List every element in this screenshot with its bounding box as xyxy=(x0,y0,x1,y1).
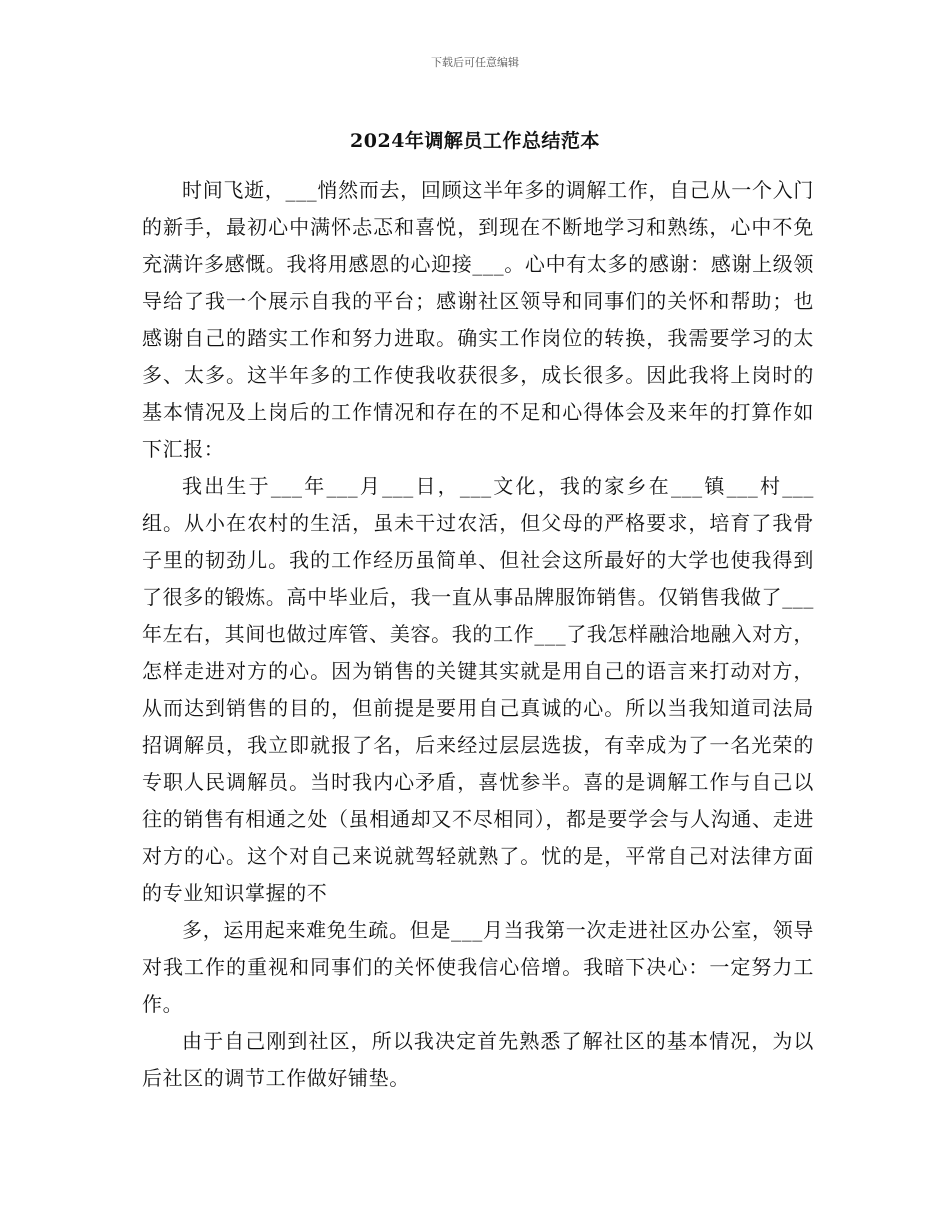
document-body xyxy=(142,172,814,1097)
paragraph-intro: 时间飞逝，___悄然而去，回顾这半年多的调解工作，自己从一个入门的新手，最初心中满怀忐忑和喜悦，到现在不断地学习和熟练，心中不免充满许多感慨。我将用感恩的心迎接___。心中有太多的感谢：感谢上级领导给了我一个展示自我的平台；感谢社区领导和同事们的关怀和帮助；也感谢自己的踏实工作和努力进取。确实工作岗位的转换，我需要学习的太多、太多。这半年多的工作使我收获很多，成长很多。因此我将上岗时的基本情况及上岗后的工作情况和存在的不足和心得体会及来年的打算作如下汇报： xyxy=(142,178,814,461)
paragraph-continued: 多，运用起来难免生疏。但是___月当我第一次走进社区办公室，领导对我工作的重视和同事们的关怀使我信心倍增。我暗下决心：一定努力工作。 xyxy=(142,918,814,1016)
document-title: 2024年调解员工作总结范本 xyxy=(350,130,600,152)
paragraph-community: 由于自己刚到社区，所以我决定首先熟悉了解社区的基本情况，为以后社区的调节工作做好铺垫。 xyxy=(142,1029,814,1090)
page-header-note: 下载后可任意编辑 xyxy=(431,56,519,69)
paragraph-background: 我出生于___年___月___日，___文化，我的家乡在___镇___村___组。从小在农村的生活，虽未干过农活，但父母的严格要求，培育了我骨子里的韧劲儿。我的工作经历虽简单、但社会这所最好的大学也使我得到了很多的锻炼。高中毕业后，我一直从事品牌服饰销售。仅销售我做了___年左右，其间也做过库管、美容。我的工作___了我怎样融洽地融入对方，怎样走进对方的心。因为销售的关键其实就是用自己的语言来打动对方，从而达到销售的目的，但前提是要用自己真诚的心。所以当我知道司法局招调解员，我立即就报了名，后来经过层层选拔，有幸成为了一名光荣的专职人民调解员。当时我内心矛盾，喜忧参半。喜的是调解工作与自己以往的销售有相通之处（虽相通却又不尽相同），都是要学会与人沟通、走进对方的心。这个对自己来说就驾轻就熟了。忧的是，平常自己对法律方面的专业知识掌握的不 xyxy=(142,474,814,905)
